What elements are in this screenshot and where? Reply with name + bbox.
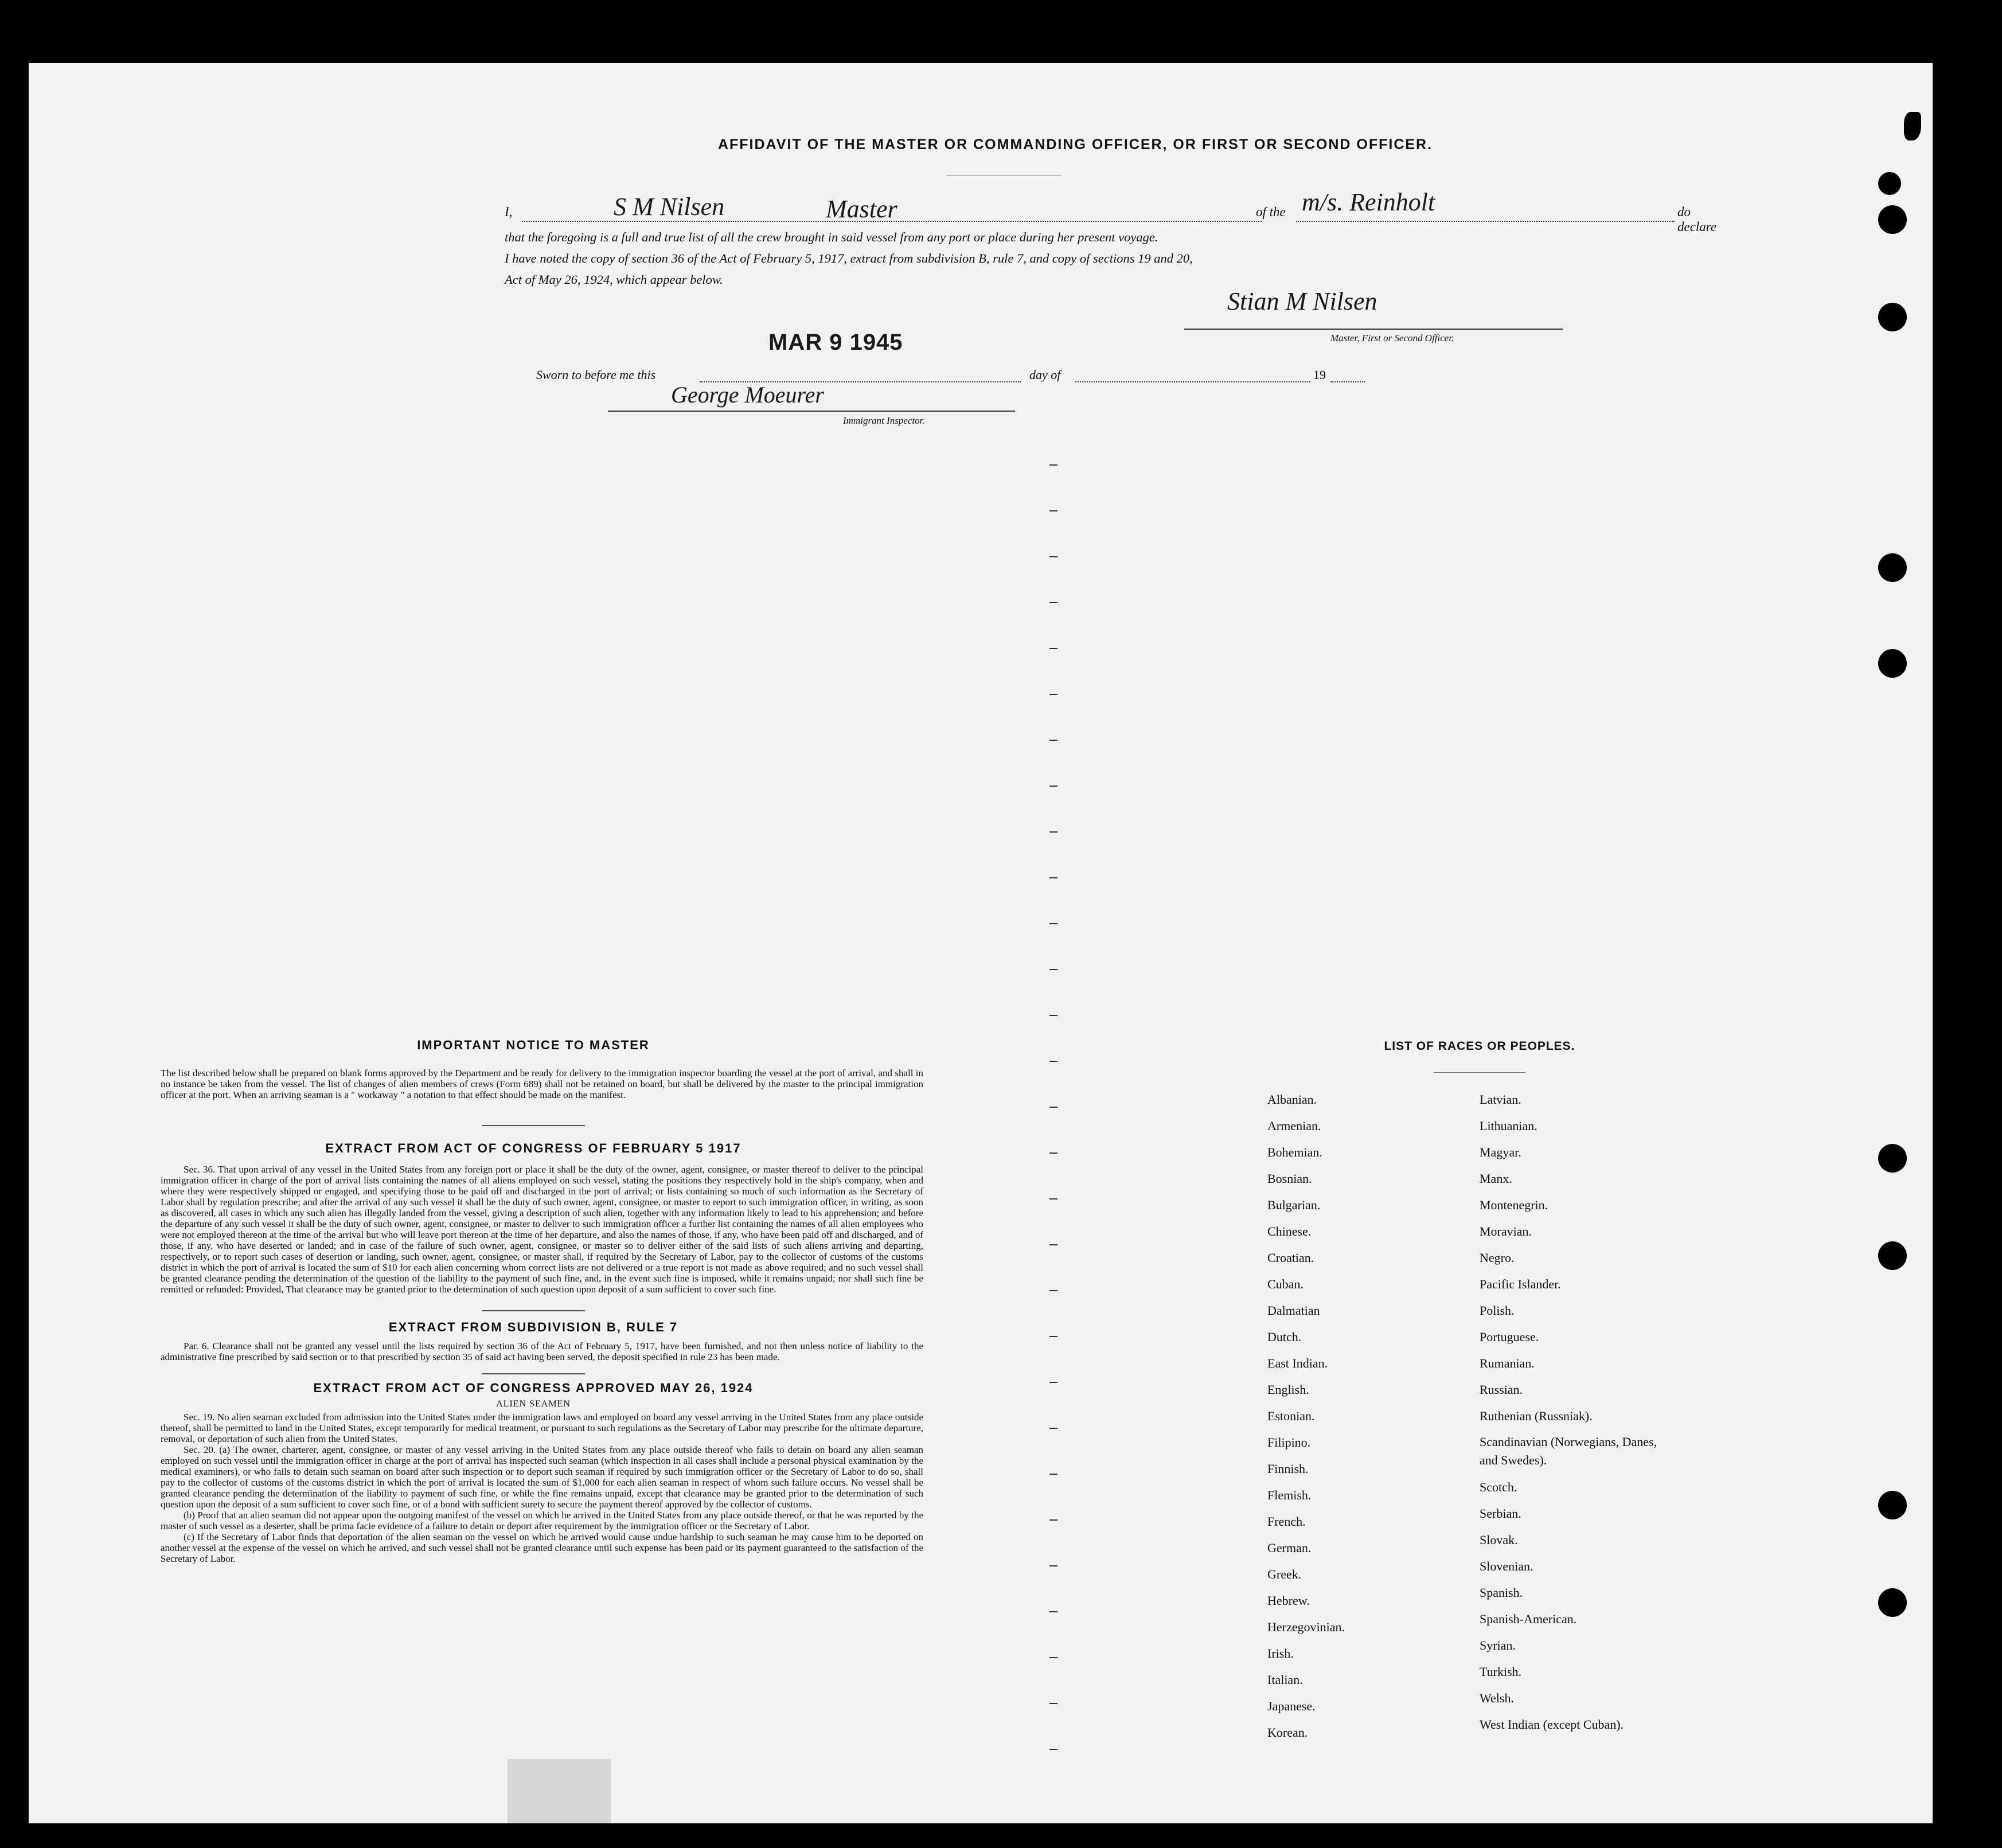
name-handwriting: S M Nilsen: [614, 193, 725, 221]
body-line-2: I have noted the copy of section 36 of the Act of February 5, 1917, extract from subdivision B, rule 7, and copy of sections 19 and 20,: [505, 251, 1193, 265]
race-item: Finnish.: [1267, 1462, 1309, 1476]
race-item: Italian.: [1267, 1673, 1303, 1687]
margin-tick: [1049, 602, 1057, 603]
margin-tick: [1049, 1152, 1057, 1154]
margin-tick: [1049, 648, 1057, 649]
races-column-1: [1267, 1087, 1451, 1746]
paper-smudge: [508, 1759, 611, 1823]
race-item: Portuguese.: [1480, 1330, 1539, 1344]
sworn-line: [536, 358, 1379, 387]
master-signature: Stian M Nilsen: [1227, 287, 1377, 315]
race-item: Moravian.: [1480, 1224, 1532, 1238]
margin-tick: [1049, 786, 1057, 787]
margin-tick: [1049, 740, 1057, 741]
i-label: I,: [505, 205, 513, 219]
race-item: Slovenian.: [1480, 1559, 1533, 1573]
race-item: Croatian.: [1267, 1251, 1314, 1265]
margin-tick: [1049, 1565, 1057, 1566]
race-item: Herzegovinian.: [1267, 1620, 1345, 1634]
race-item: Polish.: [1480, 1303, 1515, 1318]
race-item: Flemish.: [1267, 1488, 1312, 1502]
day-of-label: day of: [1029, 368, 1061, 382]
races-divider: [1434, 1072, 1525, 1073]
extract-1924-title: EXTRACT FROM ACT OF CONGRESS APPROVED MAY 26, 1924: [313, 1381, 754, 1395]
race-item: Bulgarian.: [1267, 1198, 1321, 1212]
vessel-handwriting: m/s. Reinholt: [1302, 188, 1435, 216]
section-divider: [482, 1125, 585, 1126]
subdivision-b-text: Par. 6. Clearance shall not be granted any vessel until the lists required by section 36 of the Act of February 5, 1917, have been furnished, and not then unless notice of liability to the administrative fine prescribed by said section or to that prescribed by section 35 of said act having been served, the deposit specified in rule 23 has been made.: [161, 1341, 923, 1362]
margin-tick: [1049, 1107, 1057, 1108]
margin-tick: [1049, 1703, 1057, 1704]
inspector-line: [608, 411, 1015, 412]
race-item: Serbian.: [1480, 1506, 1521, 1521]
affidavit-body: [505, 226, 1571, 290]
extract-1924-subtitle: ALIEN SEAMEN: [496, 1399, 571, 1409]
punch-hole: [1878, 1491, 1907, 1519]
vessel-line: [1296, 221, 1675, 222]
race-item: West Indian (except Cuban).: [1480, 1717, 1624, 1732]
sec-19-text: Sec. 19. No alien seaman excluded from admission into the United States under the immigration laws and employed on board any vessel arriving in the United States from any place outside thereof, shall be permitted to land in the United States, except temporarily for medical treatment, or pursuant to such regulations as the Secretary of Labor may prescribe for the ultimate departure, removal, or deportation of such alien from the United States.: [161, 1412, 923, 1444]
race-item: Russian.: [1480, 1382, 1523, 1397]
punch-hole: [1878, 553, 1907, 582]
races-title: LIST OF RACES OR PEOPLES.: [1384, 1040, 1575, 1053]
race-item: Magyar.: [1480, 1145, 1521, 1159]
rank-handwriting: Master: [826, 195, 897, 223]
race-item: Filipino.: [1267, 1435, 1311, 1450]
sec-20c-text: (c) If the Secretary of Labor finds that deportation of the alien seaman on the vessel on which he arrived would cause undue hardship to such seaman he may cause him to be deported on another vessel at the expense of the vessel on which he arrived, and such vessel shall not be granted clearance until such expense has been paid or its payment guaranteed to the satisfaction of the Secretary of Labor.: [161, 1531, 923, 1564]
signature-line: [1184, 329, 1563, 330]
margin-tick: [1049, 877, 1057, 878]
do-declare-label: do declare: [1677, 205, 1717, 234]
race-item: Lithuanian.: [1480, 1119, 1537, 1133]
race-item: English.: [1267, 1382, 1309, 1397]
race-item: Manx.: [1480, 1171, 1512, 1186]
margin-tick: [1049, 556, 1057, 557]
race-item: Pacific Islander.: [1480, 1277, 1561, 1291]
body-line-3: Act of May 26, 1924, which appear below.: [505, 272, 723, 287]
sec-20a-text: Sec. 20. (a) The owner, charterer, agent, consignee, or master of any vessel arriving in the United States from any place outside thereof who fails to detain on board any alien seaman employed on such vessel until the immigration officer in charge at the port of arrival has inspected such seaman (which inspection in all cases shall include a personal physical examination by the medical examiners), or who fails to detain such seaman on board after such inspection or to deport such seaman if required by such immigration officer or the Secretary of Labor to do so, shall pay to the collector of customs of the customs district in which the port of arrival is located the sum of $1,000 for each alien seaman in respect of whom such failure occurs. No vessel shall be granted clearance pending the determination of the liability to payment of such fine, or while the fine remains unpaid, except that clearance may be granted prior to the determination of such question upon the deposit of a sum sufficient to cover such fine, or of a bond with sufficient surety to secure the payment thereof approved by the collector of customs.: [161, 1444, 923, 1510]
race-item: Irish.: [1267, 1646, 1294, 1661]
margin-tick: [1049, 1244, 1057, 1245]
race-item: German.: [1267, 1541, 1312, 1555]
race-item: Montenegrin.: [1480, 1198, 1548, 1212]
of-the-label: of the: [1256, 205, 1286, 219]
margin-tick: [1049, 969, 1057, 970]
section-divider: [482, 1310, 585, 1311]
corner-mark: [1904, 112, 1921, 140]
margin-tick: [1049, 923, 1057, 924]
race-item: Latvian.: [1480, 1092, 1521, 1107]
margin-tick: [1049, 1382, 1057, 1383]
corner-mark: [1878, 172, 1901, 195]
margin-tick: [1049, 464, 1057, 466]
punch-hole: [1878, 1241, 1907, 1270]
race-item: Spanish.: [1480, 1585, 1523, 1600]
punch-hole: [1878, 1588, 1907, 1617]
affidavit-title: AFFIDAVIT OF THE MASTER OR COMMANDING OFFICER, OR FIRST OR SECOND OFFICER.: [717, 136, 1433, 153]
extract-1924-body: [161, 1412, 923, 1564]
inspector-caption: Immigrant Inspector.: [843, 415, 925, 426]
race-item: Ruthenian (Russniak).: [1480, 1409, 1593, 1423]
race-item: Armenian.: [1267, 1119, 1321, 1133]
race-item: Hebrew.: [1267, 1593, 1310, 1608]
race-item: Turkish.: [1480, 1665, 1522, 1679]
margin-tick: [1049, 694, 1057, 695]
race-item: East Indian.: [1267, 1356, 1328, 1370]
margin-tick: [1049, 510, 1057, 511]
race-item: Bohemian.: [1267, 1145, 1322, 1159]
year-line: [1330, 381, 1365, 382]
declaration-line: [505, 188, 1717, 234]
sworn-label: Sworn to before me this: [536, 368, 656, 382]
margin-tick: [1049, 1611, 1057, 1612]
race-item: Rumanian.: [1480, 1356, 1535, 1370]
race-item: Korean.: [1267, 1725, 1308, 1740]
inspector-signature: George Moeurer: [671, 382, 824, 408]
race-item: Dalmatian: [1267, 1303, 1320, 1318]
body-line-1: that the foregoing is a full and true list of all the crew brought in said vessel from any port or place during her present voyage.: [505, 230, 1158, 244]
race-item: Scandinavian (Norwegians, Danes, and Swedes).: [1480, 1435, 1657, 1467]
margin-tick: [1049, 1657, 1057, 1658]
race-item: Japanese.: [1267, 1699, 1316, 1713]
race-item: Bosnian.: [1267, 1171, 1312, 1186]
section-divider: [482, 1373, 585, 1374]
margin-tick: [1049, 1061, 1057, 1062]
month-line: [1075, 381, 1310, 382]
race-item: Spanish-American.: [1480, 1612, 1577, 1626]
notice-title: IMPORTANT NOTICE TO MASTER: [417, 1038, 650, 1052]
margin-tick: [1049, 1749, 1057, 1750]
margin-tick: [1049, 1015, 1057, 1016]
signature-caption: Master, First or Second Officer.: [1330, 333, 1454, 343]
race-item: Syrian.: [1480, 1638, 1516, 1652]
margin-tick: [1049, 1519, 1057, 1521]
race-item: Albanian.: [1267, 1092, 1317, 1107]
punch-hole: [1878, 649, 1907, 678]
year-prefix: 19: [1313, 368, 1326, 382]
punch-hole: [1878, 205, 1907, 234]
notice-text: The list described below shall be prepared on blank forms approved by the Department and be ready for delivery to the immigration inspector boarding the vessel at the port of arrival, and shall in no instance be taken from the vessel. The list of changes of alien members of crews (Form 689) shall not be retained on board, but shall be delivered by the master to the principal immigration officer at the port. When an arriving seaman is a " workaway " a notation to that effect should be made on the manifest.: [161, 1068, 923, 1100]
race-item: Slovak.: [1480, 1533, 1518, 1547]
margin-tick: [1049, 1336, 1057, 1337]
races-column-2: [1480, 1087, 1732, 1738]
race-item: Welsh.: [1480, 1691, 1514, 1705]
date-stamp: MAR 9 1945: [768, 330, 903, 355]
margin-tick: [1049, 1474, 1057, 1475]
race-item: Chinese.: [1267, 1224, 1312, 1238]
race-item: Cuban.: [1267, 1277, 1304, 1291]
race-item: French.: [1267, 1514, 1306, 1529]
sec-20b-text: (b) Proof that an alien seaman did not appear upon the outgoing manifest of the vessel on which he arrived in the United States from any place outside thereof, or that he was reported by the master of such vessel as a deserter, shall be prima facie evidence of a failure to detain or deport after requirement by the immigration officer or the Secretary of Labor.: [161, 1510, 923, 1531]
margin-tick: [1049, 1290, 1057, 1291]
margin-tick: [1049, 1198, 1057, 1200]
extract-1917-text: Sec. 36. That upon arrival of any vessel in the United States from any foreign port or place it shall be the duty of the owner, agent, consignee, or master thereof to deliver to the principal immigration officer in charge of the port of arrival lists containing the names of all aliens employed on such vessel, stating the positions they respectively hold in the ship's company, when and where they were respectively shipped or engaged, and specifying those to be paid off and discharged in the port of arrival; or lists containing so much of such information as the Secretary of Labor shall by regulation prescribe; and after the arrival of any such vessel it shall be the duty of such owner, agent, consignee, or master to report to such immigration officer, in writing, as soon as discovered, all cases in which any such alien has illegally landed from the vessel, giving a description of such alien, together with any information likely to lead to his apprehension; and before the departure of any such vessel it shall be the duty of such owner, agent, consignee, or master to deliver to such immigration officer a further list containing the names of all alien employees who were not employed thereon at the time of the arrival but who will leave port thereon at the time of her departure, and also the names of those, if any, who have been paid off and discharged, and of those, if any, who have deserted or landed; and in case of the failure of such owner, agent, consignee, or master so to deliver either of the said lists of such aliens arriving and departing, respectively, or to report such cases of desertion or landing, such owner, agent, consignee, or master shall, if required by the Secretary of Labor, pay to the collector of customs of the customs district in which the port of arrival is located the sum of $10 for each alien concerning whom correct lists are not delivered or a true report is not made as above required; and no such vessel shall be granted clearance pending the determination of the question of the liability to the payment of such fine, and, in the event such fine is imposed, while it remains unpaid; nor shall such fine be remitted or refunded: Provided, That clearance may be granted prior to the determination of such question upon deposit of a sum sufficient to cover such fine.: [161, 1164, 923, 1295]
extract-1917-title: EXTRACT FROM ACT OF CONGRESS OF FEBRUARY 5 1917: [325, 1141, 742, 1155]
document-page: [29, 63, 1933, 1823]
race-item: Estonian.: [1267, 1409, 1315, 1423]
punch-hole: [1878, 303, 1907, 331]
race-item: Greek.: [1267, 1567, 1302, 1581]
margin-tick: [1049, 831, 1057, 833]
subdivision-b-title: EXTRACT FROM SUBDIVISION B, RULE 7: [388, 1320, 678, 1334]
race-item: Scotch.: [1480, 1480, 1517, 1494]
punch-hole: [1878, 1144, 1907, 1173]
margin-tick: [1049, 1428, 1057, 1429]
race-item: Dutch.: [1267, 1330, 1302, 1344]
race-item: Negro.: [1480, 1251, 1515, 1265]
